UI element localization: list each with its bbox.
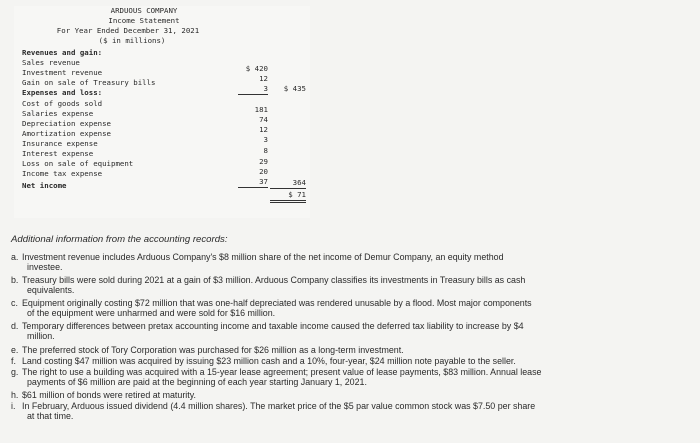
expense-row: Income tax expense	[22, 169, 103, 178]
revenue-row: Sales revenue	[22, 58, 80, 67]
statement-units: ($ in millions)	[98, 36, 166, 45]
note-item: c. Equipment originally costing $72 million that was one-half depreciated was rendered unusable by a flood. Most major components of the equipment were unharmed and were sold for $16 million.	[11, 298, 532, 319]
revenue-amount: 3	[238, 84, 268, 95]
expense-row: Cost of goods sold	[22, 99, 103, 108]
expense-amount: 74	[259, 115, 268, 124]
note-item: b. Treasury bills were sold during 2021 at a gain of $3 million. Arduous Company classifies its investments in Treasury bills as cash equivalents.	[11, 275, 526, 296]
expense-row: Insurance expense	[22, 139, 98, 148]
expense-amount: 37	[238, 177, 268, 188]
note-item: d. Temporary differences between pretax accounting income and taxable income caused the deferred tax liability to increase by $4 million.	[11, 321, 524, 342]
expense-amount: 12	[259, 125, 268, 134]
revenues-total: $ 435	[283, 84, 306, 93]
revenue-row: Gain on sale of Treasury bills	[22, 78, 156, 87]
statement-period: For Year Ended December 31, 2021	[56, 26, 200, 35]
expense-amount: 20	[259, 167, 268, 176]
note-item: g. The right to use a building was acquired with a 15-year lease agreement; present value of lease payments, $83 million. Annual lease payments of $6 million are paid at the beginning of each year starting January 1, 2021.	[11, 367, 542, 388]
expense-row: Depreciation expense	[22, 119, 111, 128]
expense-row: Loss on sale of equipment	[22, 159, 134, 168]
income-statement	[14, 6, 310, 218]
note-item: f. Land costing $47 million was acquired by issuing $23 million cash and a 10%, four-year, $24 million note payable to the seller.	[11, 356, 516, 366]
note-item: a. Investment revenue includes Arduous Company's $8 million share of the net income of Demur Company, an equity method investee.	[11, 252, 504, 273]
notes-title: Additional information from the accounting records:	[11, 234, 228, 245]
note-item: i. In February, Arduous issued dividend (4.4 million shares). The market price of the $5 par value common stock was $7.50 per share at that time.	[11, 401, 536, 422]
expense-amount: 181	[254, 105, 268, 114]
expense-amount: 29	[259, 157, 268, 166]
expense-row: Amortization expense	[22, 129, 111, 138]
revenue-amount: $ 420	[245, 64, 268, 73]
note-item: h. $61 million of bonds were retired at maturity.	[11, 390, 196, 400]
revenue-row: Investment revenue	[22, 68, 103, 77]
net-income-label: Net income	[22, 181, 67, 190]
company-name: ARDUOUS COMPANY	[110, 6, 178, 15]
revenue-amount: 12	[259, 74, 268, 83]
expense-amount: 8	[263, 146, 268, 155]
note-item: e. The preferred stock of Tory Corporation was purchased for $26 million as a long-term investment.	[11, 345, 404, 355]
expense-row: Interest expense	[22, 149, 94, 158]
expenses-heading: Expenses and loss:	[22, 88, 103, 97]
expense-row: Salaries expense	[22, 109, 94, 118]
revenues-heading: Revenues and gain:	[22, 48, 103, 57]
statement-title: Income Statement	[108, 16, 180, 25]
expenses-total: 364	[270, 178, 306, 189]
expense-amount: 3	[263, 135, 268, 144]
net-income-amount: $ 71	[270, 190, 306, 203]
